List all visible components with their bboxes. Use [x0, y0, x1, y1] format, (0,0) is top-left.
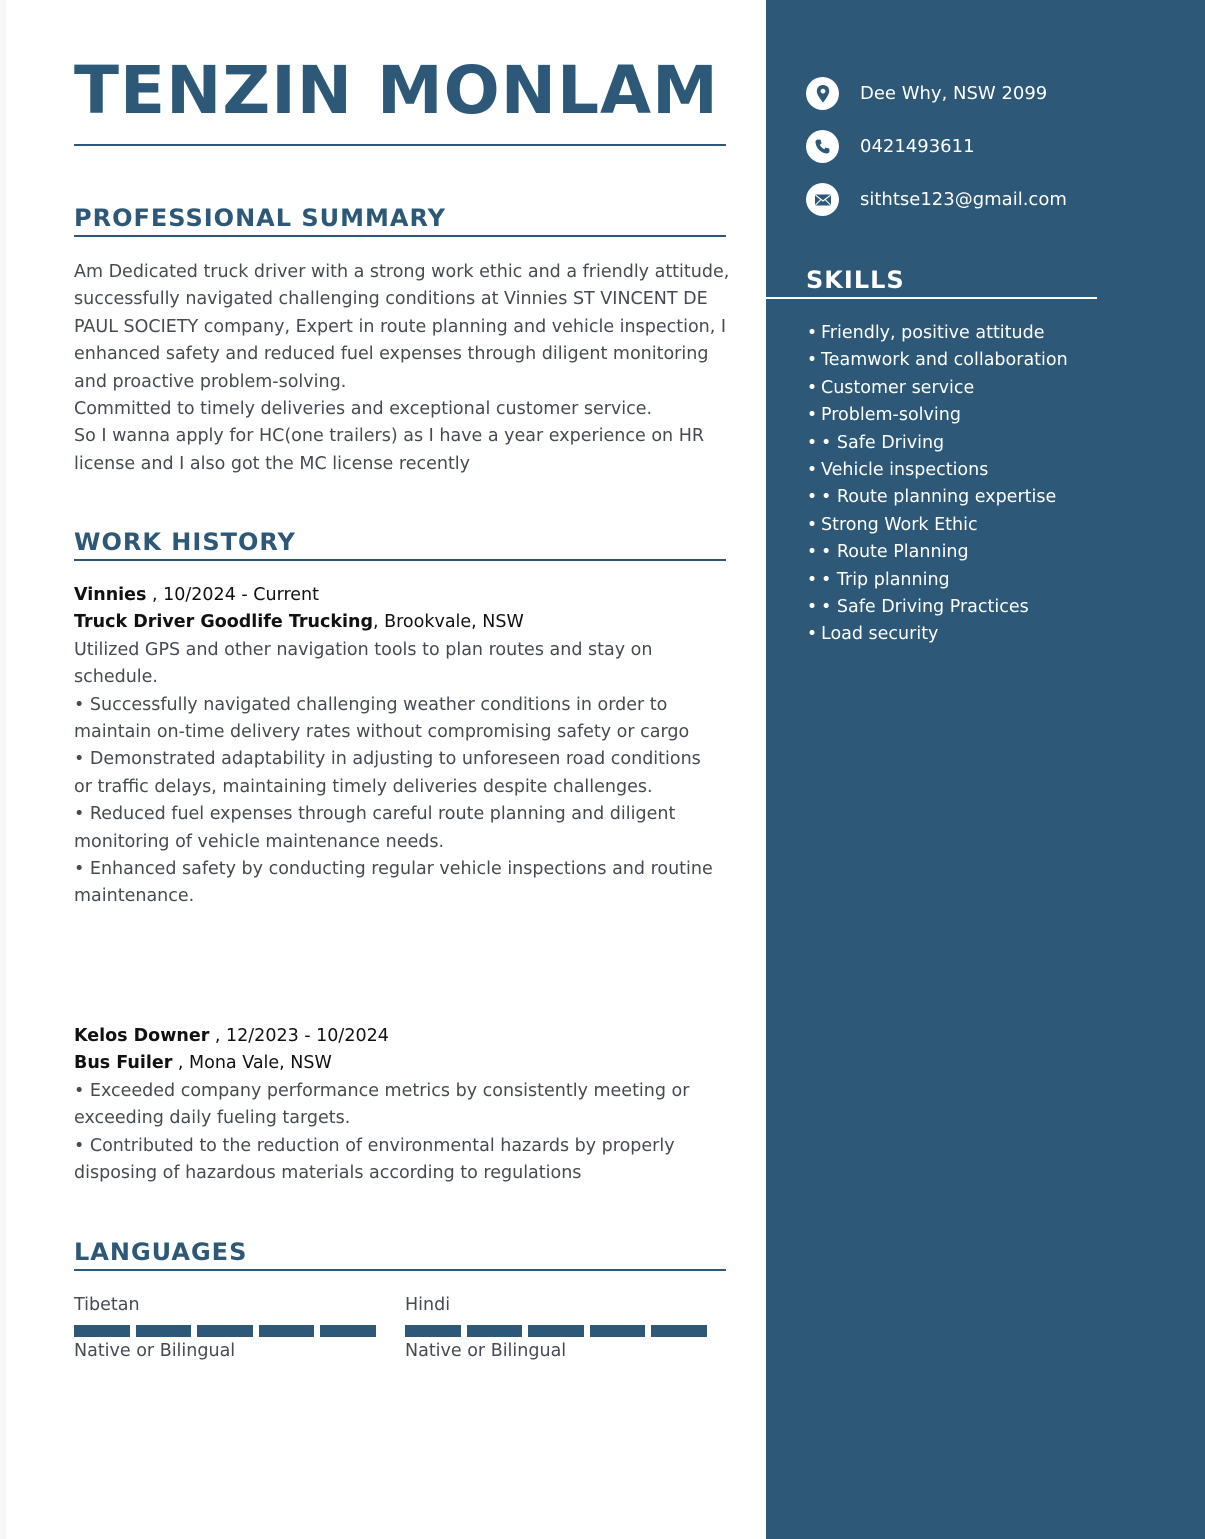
email-text: sithtse123@gmail.com [860, 189, 1067, 210]
language-level: Native or Bilingual [405, 1341, 567, 1361]
job-description: • Exceeded company performance metrics by consistently meeting or exceeding daily fueling targets. • Contributed to the reduction of environmental hazards by properly disposing of hazardous materials according to regulations [74, 1080, 690, 1184]
rating-segment [320, 1325, 376, 1337]
rating-segment [74, 1325, 130, 1337]
rating-segment [590, 1325, 646, 1337]
phone-icon [806, 130, 839, 163]
skills-heading: SKILLS [766, 265, 1097, 299]
skill-item: • • Trip planning [803, 567, 1193, 594]
work-history-heading: WORK HISTORY [74, 527, 726, 561]
job-employer-line [74, 1023, 739, 1050]
sidebar-column [766, 0, 1205, 1539]
job-employer-line [74, 582, 739, 609]
job-position-line [74, 1050, 739, 1077]
skills-list [803, 320, 1193, 649]
language-name: Tibetan [74, 1295, 140, 1315]
name-divider [74, 144, 726, 146]
job-location: , Brookvale, NSW [372, 612, 524, 633]
mail-icon [806, 183, 839, 216]
skill-item: • • Route planning expertise [803, 484, 1193, 511]
rating-segment [136, 1325, 192, 1337]
location-text: Dee Why, NSW 2099 [860, 83, 1048, 104]
language-rating-bar [405, 1325, 707, 1337]
skill-item: • Load security [803, 621, 1193, 648]
job-entry [74, 582, 739, 911]
job-position: Truck Driver Goodlife Trucking [74, 612, 373, 633]
contact-location [806, 77, 1047, 110]
job-position: Bus Fuiler [74, 1053, 173, 1074]
rating-segment [259, 1325, 315, 1337]
rating-segment [197, 1325, 253, 1337]
language-item [74, 1293, 376, 1363]
rating-segment [467, 1325, 523, 1337]
skill-item: • Problem-solving [803, 402, 1193, 429]
job-description: Utilized GPS and other navigation tools to plan routes and stay on schedule. • Successfully navigated challenging weather conditions in order to maintain on-time delivery rates without compromising safety or cargo • Demonstrated adaptability in adjusting to unforeseen road conditions or traffic delays, maintaining timely deliveries despite challenges. • Reduced fuel expenses through careful route planning and diligent monitoring of vehicle maintenance needs. • Enhanced safety by conducting regular vehicle inspections and routine maintenance. [74, 639, 713, 907]
language-level: Native or Bilingual [74, 1341, 236, 1361]
summary-text: Am Dedicated truck driver with a strong work ethic and a friendly attitude, successfully navigated challenging conditions at Vinnies ST VINCENT DE PAUL SOCIETY company, Expert in route planning and vehicle inspection, I enhanced safety and reduced fuel expenses through diligent monitoring and proactive problem-solving. Committed to timely deliveries and exceptional customer service. So I wanna apply for HC(one trailers) as I have a year experience on HR license and I also got the MC license recently [74, 262, 730, 474]
job-location: , Mona Vale, NSW [172, 1053, 332, 1074]
job-dates: , 12/2023 - 10/2024 [209, 1026, 389, 1046]
rating-segment [405, 1325, 461, 1337]
skill-item: • Customer service [803, 375, 1193, 402]
job-position-line [74, 609, 739, 636]
skill-item: • Teamwork and collaboration [803, 347, 1193, 374]
skill-item: • Friendly, positive attitude [803, 320, 1193, 347]
language-rating-bar [74, 1325, 376, 1337]
location-pin-icon [806, 77, 839, 110]
job-dates: , 10/2024 - Current [146, 585, 319, 605]
language-name: Hindi [405, 1295, 451, 1315]
contact-email [806, 183, 1067, 216]
job-employer: Kelos Downer [74, 1026, 210, 1046]
skill-item: • Strong Work Ethic [803, 512, 1193, 539]
skill-item: • • Safe Driving Practices [803, 594, 1193, 621]
rating-segment [528, 1325, 584, 1337]
summary-heading: PROFESSIONAL SUMMARY [74, 203, 726, 237]
contact-phone [806, 130, 975, 163]
job-entry [74, 1023, 739, 1187]
languages-heading: LANGUAGES [74, 1237, 726, 1271]
job-employer: Vinnies [74, 585, 147, 605]
skill-item: • • Route Planning [803, 539, 1193, 566]
skill-item: • • Safe Driving [803, 430, 1193, 457]
candidate-name: TENZIN MONLAM [74, 52, 719, 129]
language-item [405, 1293, 707, 1363]
skill-item: • Vehicle inspections [803, 457, 1193, 484]
phone-text: 0421493611 [860, 136, 975, 157]
rating-segment [651, 1325, 707, 1337]
